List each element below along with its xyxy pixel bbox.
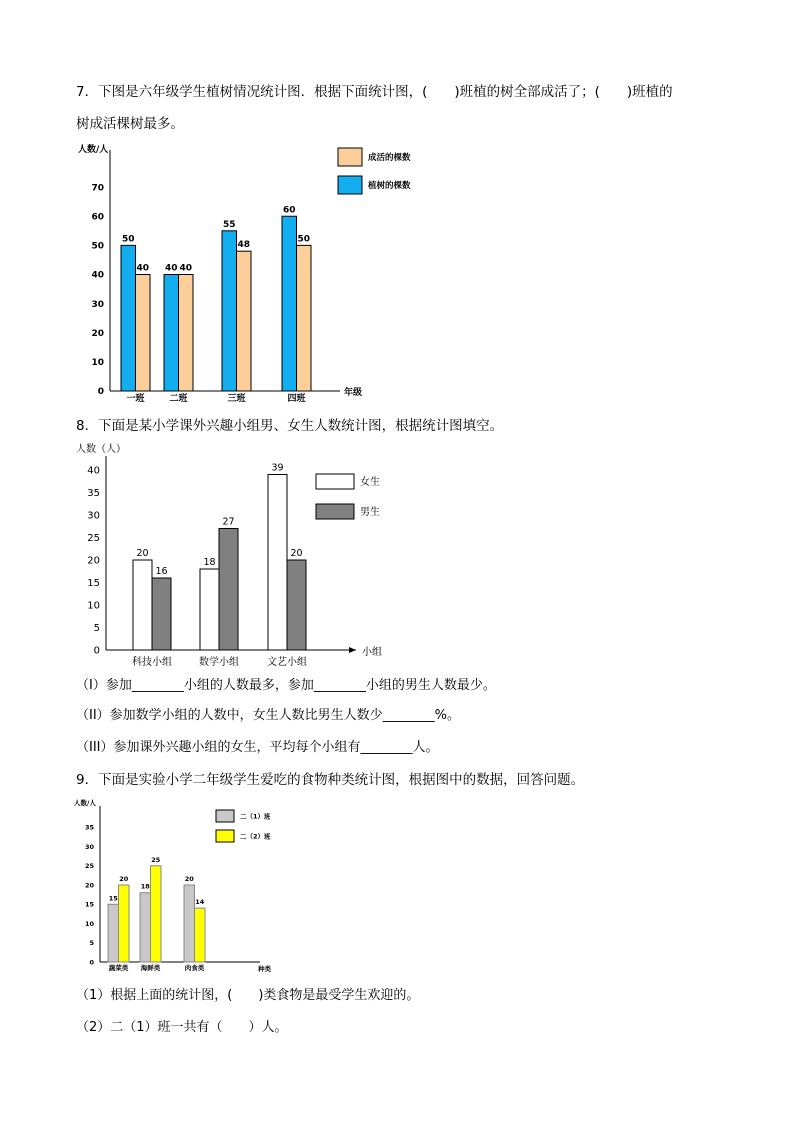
legend-label: 成活的棵数 — [368, 153, 411, 164]
q9-question-2: （2）二（1）班一共有（ ）人。 — [76, 1020, 288, 1035]
data-label: 25 — [151, 855, 161, 864]
y-tick-label: 70 — [91, 183, 104, 194]
y-tick-label: 30 — [84, 842, 94, 851]
bar-2 — [287, 560, 306, 650]
y-tick-label: 5 — [89, 939, 94, 948]
data-label: 55 — [222, 219, 236, 230]
y-tick-label: 25 — [84, 862, 94, 871]
data-label: 20 — [184, 875, 194, 883]
bar-2 — [151, 866, 162, 962]
y-tick-label: 15 — [87, 578, 100, 589]
y-axis-label: 人数/人 — [78, 145, 109, 155]
y-tick-label: 10 — [91, 358, 104, 369]
legend-label: 二（2）班 — [240, 832, 271, 841]
legend-label: 女生 — [360, 477, 380, 488]
bar-2 — [119, 885, 130, 962]
data-label: 48 — [237, 240, 251, 251]
bar-1 — [200, 569, 219, 650]
y-axis-label: 人数（人） — [76, 444, 126, 455]
category-label: 二班 — [169, 394, 188, 404]
category-label: 数学小组 — [199, 657, 239, 668]
bar-2 — [136, 275, 151, 392]
bar-1 — [121, 245, 136, 391]
bar-2 — [179, 275, 194, 392]
y-tick-label: 10 — [84, 919, 94, 928]
category-label: 科技小组 — [132, 657, 172, 668]
data-label: 20 — [119, 875, 129, 883]
legend-swatch — [316, 474, 354, 489]
bar-1 — [140, 893, 151, 962]
bar-1 — [133, 560, 152, 650]
y-tick-label: 30 — [91, 299, 104, 310]
bar-2 — [195, 908, 206, 962]
category-label: 肉食类 — [184, 964, 205, 972]
data-label: 18 — [140, 882, 150, 891]
q7-tree-planting-chart — [60, 138, 411, 408]
y-tick-label: 5 — [93, 623, 100, 634]
bar-1 — [282, 216, 297, 391]
q8-question-2: （II）参加数学小组的人数中，女生人数比男生人数少________%。 — [76, 708, 461, 723]
y-tick-label: 10 — [87, 600, 100, 612]
bar-2 — [152, 578, 171, 650]
category-label: 蔬菜类 — [108, 964, 129, 972]
y-tick-label: 15 — [84, 900, 94, 909]
data-label: 40 — [136, 263, 150, 274]
y-tick-label: 0 — [93, 645, 100, 657]
data-label: 14 — [195, 898, 205, 907]
y-axis-label: 人数/人 — [74, 799, 96, 807]
legend-swatch — [216, 830, 234, 842]
q8-question-1: （I）参加________小组的人数最多，参加________小组的男生人数最少。 — [76, 678, 496, 693]
data-label: 20 — [136, 548, 149, 559]
category-label: 四班 — [287, 394, 306, 404]
y-tick-label: 25 — [87, 533, 100, 544]
data-label: 60 — [282, 205, 296, 216]
data-label: 50 — [297, 234, 311, 245]
q9-title: 9．下面是实验小学二年级学生爱吃的食物种类统计图，根据图中的数据，回答问题。 — [76, 772, 585, 788]
legend-swatch — [316, 504, 354, 519]
y-tick-label: 30 — [87, 510, 100, 522]
data-label: 40 — [164, 263, 178, 274]
y-tick-label: 50 — [91, 241, 104, 252]
data-label: 20 — [290, 548, 303, 559]
y-tick-label: 35 — [87, 488, 100, 499]
x-axis-arrow — [349, 647, 356, 653]
y-tick-label: 0 — [97, 387, 104, 398]
legend-label: 二（1）班 — [240, 812, 271, 821]
q7-text-line1: 7．下图是六年级学生植树情况统计图．根据下面统计图，( )班植的树全部成活了；( )班植的 — [76, 84, 673, 100]
legend-swatch — [338, 148, 362, 166]
bar-2 — [297, 245, 312, 391]
legend-swatch — [338, 176, 362, 194]
q7-text-line2: 树成活棵树最多。 — [76, 116, 184, 132]
category-label: 三班 — [227, 394, 246, 404]
y-tick-label: 35 — [84, 823, 94, 832]
legend-label: 男生 — [360, 507, 380, 518]
q8-title: 8．下面是某小学课外兴趣小组男、女生人数统计图，根据统计图填空。 — [76, 418, 504, 434]
data-label: 15 — [108, 894, 118, 903]
category-label: 一班 — [126, 394, 145, 404]
legend-swatch — [216, 810, 234, 822]
x-axis-label: 小组 — [362, 647, 382, 658]
bar-1 — [222, 231, 237, 391]
data-label: 50 — [121, 234, 135, 245]
category-label: 文艺小组 — [267, 657, 307, 668]
q9-food-preference-chart — [70, 796, 290, 976]
x-axis-label: 种类 — [258, 965, 271, 973]
y-tick-label: 60 — [91, 212, 104, 223]
data-label: 18 — [203, 557, 216, 568]
data-label: 27 — [222, 516, 235, 528]
data-label: 39 — [271, 462, 284, 474]
y-tick-label: 20 — [87, 555, 100, 567]
data-label: 16 — [155, 566, 168, 577]
bar-1 — [268, 475, 287, 651]
data-label: 40 — [179, 263, 193, 274]
bar-2 — [237, 251, 252, 391]
x-axis-label: 年级 — [344, 388, 363, 398]
bar-1 — [164, 275, 179, 392]
bar-1 — [184, 885, 195, 962]
bar-1 — [108, 904, 119, 962]
y-tick-label: 40 — [87, 465, 100, 477]
q9-question-1: （1）根据上面的统计图，( )类食物是最受学生欢迎的。 — [76, 988, 420, 1003]
y-tick-label: 20 — [91, 328, 104, 339]
legend-label: 植树的棵数 — [368, 181, 411, 192]
y-tick-label: 0 — [89, 958, 94, 967]
q8-question-3: （III）参加课外兴趣小组的女生，平均每个小组有________人。 — [76, 740, 439, 755]
bar-2 — [219, 529, 238, 651]
y-tick-label: 40 — [91, 270, 104, 281]
y-tick-label: 20 — [84, 881, 94, 890]
category-label: 海鲜类 — [140, 964, 161, 972]
q8-interest-group-chart — [60, 438, 400, 673]
